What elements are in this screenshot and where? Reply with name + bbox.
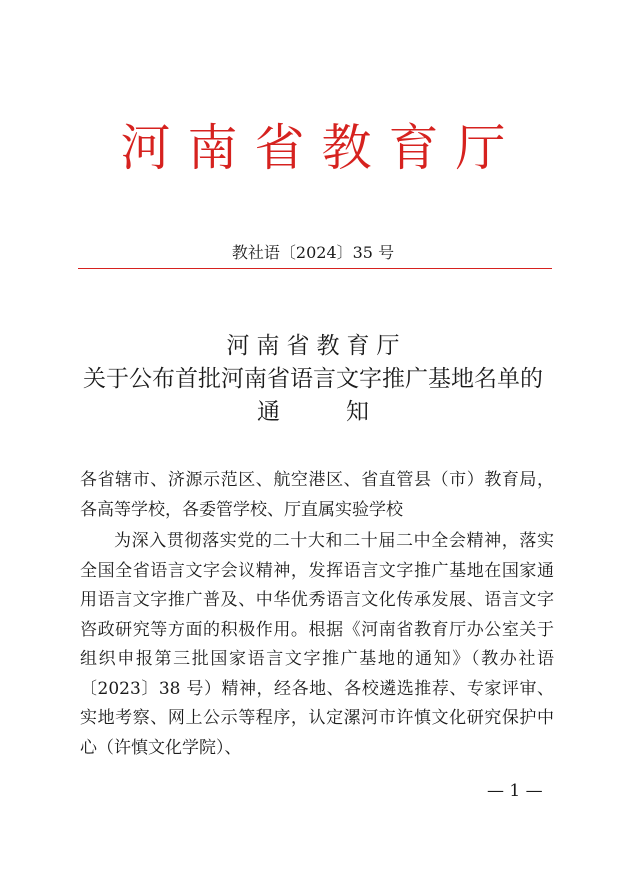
red-divider-line bbox=[78, 268, 552, 269]
notice-title-issuer: 河南省教育厅 bbox=[226, 333, 407, 359]
document-number: 教社语〔2024〕35 号 bbox=[231, 243, 395, 262]
notice-title-block bbox=[0, 330, 626, 429]
notice-title-type-left: 通 bbox=[257, 399, 280, 425]
masthead-title: 河南省教育厅 bbox=[120, 119, 523, 177]
notice-title-subject: 关于公布首批河南省语言文字推广基地名单的 bbox=[83, 366, 543, 392]
recipients-list: 各省辖市、济源示范区、航空港区、省直管县（市）教育局，各高等学校，各委管学校、厅直属实验学校 bbox=[80, 470, 554, 520]
body-paragraph: 为深入贯彻落实党的二十大和二十届二中全会精神，落实全国全省语言文字会议精神，发挥语言文字推广基地在国家通用语言文字推广普及、中华优秀语言文化传承发展、语言文字咨政研究等方面的积极作用。根据《河南省教育厅办公室关于组织申报第三批国家语言文字推广基地的通知》（教办社语〔2023〕38 号）精神，经各地、各校遴选推荐、专家评审、实地考察、网上公示等程序，认定漯河市许慎文化研究保护中心（许慎文化学院）、 bbox=[80, 531, 554, 758]
notice-title-type bbox=[0, 396, 626, 429]
page-number: — 1 — bbox=[487, 781, 543, 801]
notice-title-type-right: 知 bbox=[346, 399, 369, 425]
